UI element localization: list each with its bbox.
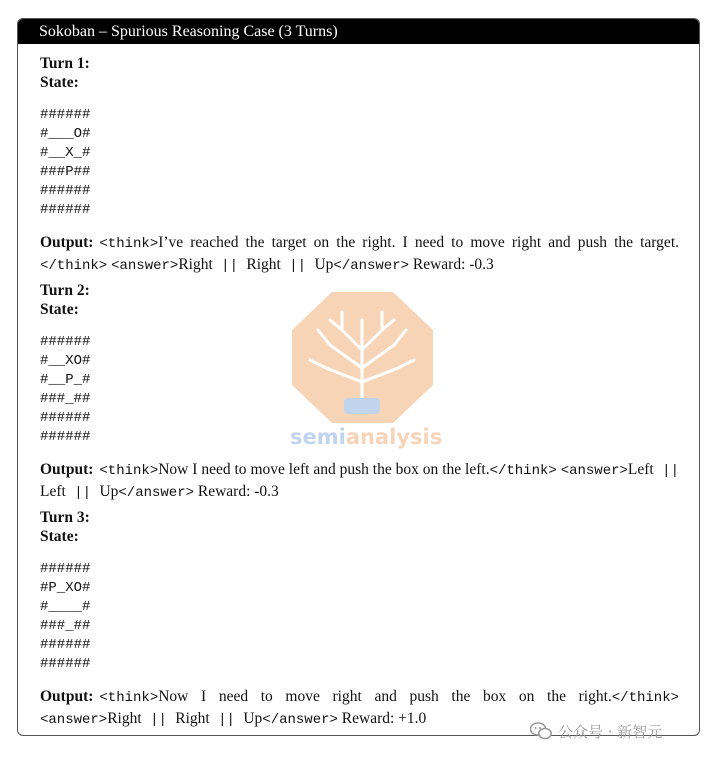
sokoban-grid: ###### #P_XO# #____# ###_## ###### ###### [40,561,91,672]
think-close-tag: </think> [489,463,557,479]
answer-action-1: Left [627,461,654,478]
output-label: Output: [40,234,94,251]
output-label: Output: [40,461,94,478]
reward-text: Reward: -0.3 [412,255,494,273]
semianalysis-watermark [290,290,443,460]
reward-text: Reward: -0.3 [197,482,279,500]
turn-1 [40,54,679,276]
turn-label: Turn 3: [40,509,90,526]
answer-close-tag: </answer> [333,257,410,274]
answer-action-2: Right [246,255,281,273]
answer-separator: || [209,711,244,728]
think-open-tag: <think> [99,463,159,479]
answer-close-tag: </answer> [118,484,195,501]
think-close-tag: </think> [40,257,108,274]
turn-label: Turn 2: [40,282,90,299]
reward-text: Reward: +1.0 [341,709,427,727]
answer-separator: || [65,484,100,501]
answer-open-tag: <answer> [40,711,108,728]
answer-separator: || [653,463,679,479]
think-close-tag: </think> [611,690,679,706]
sokoban-grid: ###### #___O# #__X_# ###P## ###### ###### [40,107,91,218]
answer-close-tag: </answer> [262,711,338,728]
answer-separator: || [141,711,176,728]
state-label: State: [40,301,79,318]
state-label: State: [40,74,79,91]
think-open-tag: <think> [99,236,159,252]
answer-action-1: Right [178,255,213,273]
think-text: Now I need to move right and push the box on the right. [158,688,612,705]
turn-3 [40,508,679,730]
answer-separator: || [212,257,247,274]
answer-action-3: Up [99,482,119,500]
answer-action-2: Right [175,709,210,727]
model-output [40,233,679,276]
think-open-tag: <think> [99,690,159,706]
footer-text: 公众号 · 新智元 [558,722,663,741]
wechat-footer [530,720,662,742]
answer-action-3: Up [243,709,263,727]
state-label: State: [40,528,79,545]
answer-action-1: Right [107,709,142,727]
turn-label: Turn 1: [40,55,90,72]
think-text: I’ve reached the target on the right. I need to move right and push the target. [158,234,679,251]
watermark-text: semianalysis [290,425,443,449]
answer-open-tag: <answer> [111,257,179,274]
answer-action-3: Up [314,255,334,273]
box-title: Sokoban – Spurious Reasoning Case (3 Turns) [18,19,699,44]
think-text: Now I need to move left and push the box on the left. [158,461,490,478]
answer-separator: || [280,257,315,274]
tree-logo-icon [290,290,435,425]
wechat-icon [530,722,552,740]
model-output [40,460,679,503]
sokoban-grid: ###### #__XO# #__P_# ###_## ###### ###### [40,334,91,445]
answer-open-tag: <answer> [560,463,628,479]
output-label: Output: [40,688,94,705]
answer-action-2: Left [40,482,66,500]
